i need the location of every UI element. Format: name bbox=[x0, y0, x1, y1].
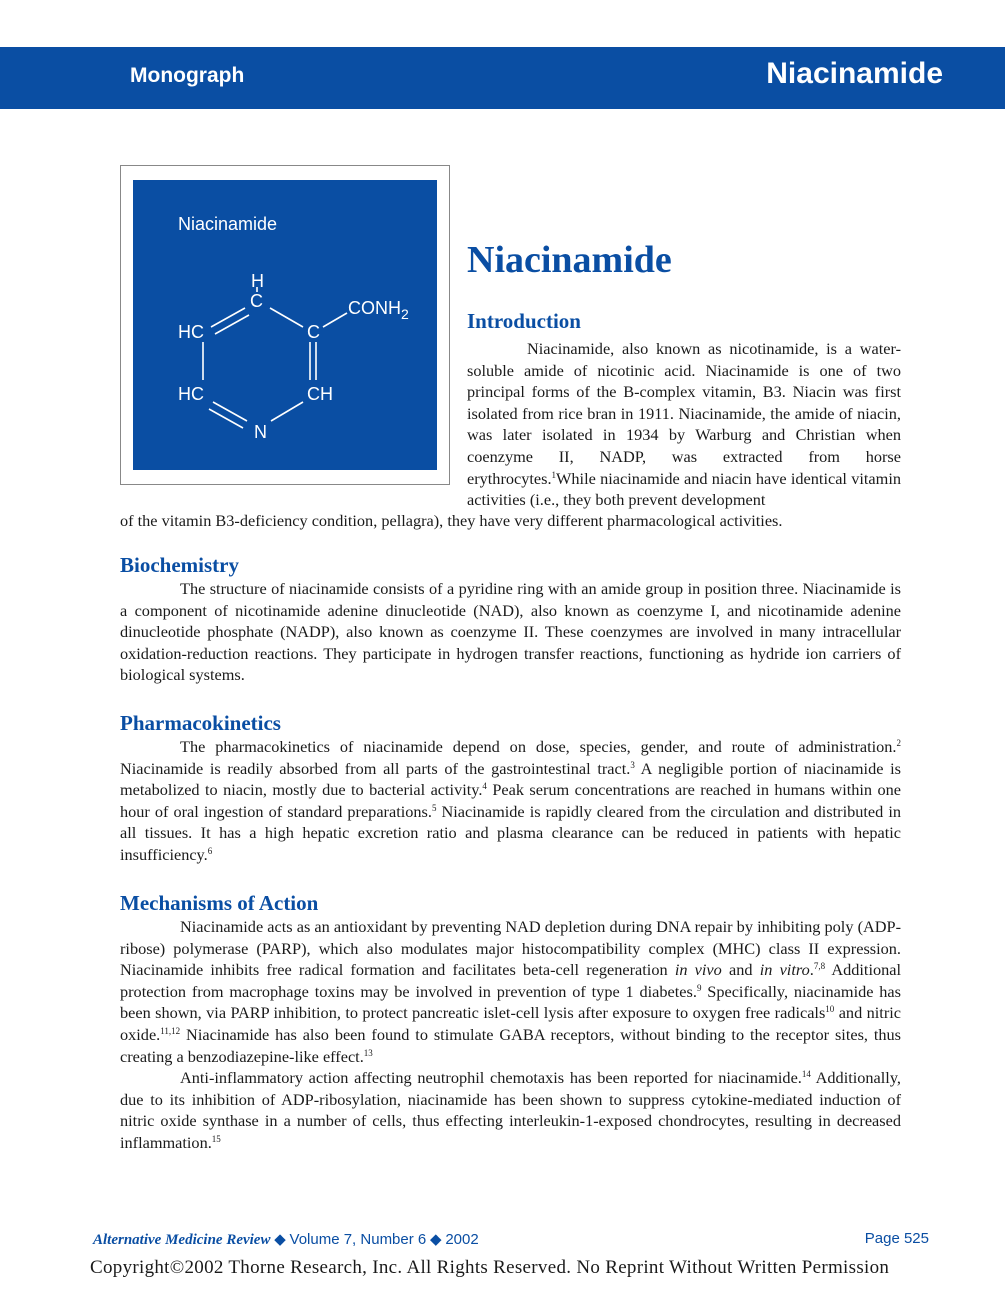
ref-9: 9 bbox=[696, 982, 702, 993]
section-label: Monograph bbox=[130, 64, 245, 87]
moa-text-1: Niacinamide acts as an antioxidant by preventing NAD depletion during DNA repair by inhibiting poly (ADP-ribose) polymerase (PARP), which also modulates major histocompatibility complex (MHC) class II expression. Niacinamide inhibits free radical formation and facilitates beta-cell regeneration bbox=[120, 917, 901, 980]
atom-ch-lower: CH bbox=[307, 384, 333, 404]
mechanisms-section bbox=[120, 890, 901, 1154]
moa-text-6: Anti-inflammatory action affecting neutrophil chemotaxis has been reported for niacinamide. bbox=[180, 1068, 802, 1088]
moa-text-4: and nitric oxide. bbox=[120, 1003, 901, 1044]
ref-14: 14 bbox=[801, 1069, 811, 1080]
ref-2: 2 bbox=[896, 738, 901, 748]
biochemistry-section bbox=[120, 552, 901, 686]
pharmacokinetics-heading: Pharmacokinetics bbox=[120, 711, 281, 735]
introduction-paragraph bbox=[467, 338, 901, 511]
atom-hc-upper: HC bbox=[178, 322, 204, 342]
page-footer bbox=[93, 1230, 929, 1250]
atom-conh2-subscript: 2 bbox=[401, 306, 409, 322]
pk-text-1: The pharmacokinetics of niacinamide depend on dose, species, gender, and route of administration. bbox=[180, 737, 897, 756]
header-banner bbox=[0, 47, 1005, 109]
atom-c-top: C bbox=[250, 291, 263, 311]
introduction-text-1: Niacinamide, also known as nicotinamide, is a water-soluble amide of nicotinic acid. Niacinamide is one of two principal forms of the B-complex vitamin, B3. Niacin was first isolated from rice bran in 1911. Niacinamide, the amide of niacin, was later isolated in 1934 by Warburg and Christian when coenzyme II, NADP, was extracted from horse erythrocytes. bbox=[467, 339, 901, 488]
moa-text-3: Specifically, niacinamide has been shown, via PARP inhibition, to protect pancreatic islet-cell lysis after exposure to oxygen free radicals bbox=[120, 981, 901, 1023]
pk-text-3: A negligible portion of niacinamide is metabolized to niacin, mostly due to bacterial activity. bbox=[120, 758, 901, 800]
pharmacokinetics-paragraph bbox=[120, 736, 901, 866]
mechanisms-paragraph-1 bbox=[120, 916, 901, 1067]
pharmacokinetics-section bbox=[120, 710, 901, 866]
pk-text-2: Niacinamide is readily absorbed from all parts of the gastrointestinal tract. bbox=[120, 758, 631, 778]
page-number: Page 525 bbox=[864, 1230, 929, 1247]
article-title: Niacinamide bbox=[467, 239, 672, 281]
moa-in-vitro: in vitro bbox=[759, 960, 810, 980]
publication-year: 2002 bbox=[445, 1231, 479, 1248]
volume-info: Volume 7, Number 6 bbox=[289, 1231, 427, 1248]
atom-conh2-base: CONH bbox=[348, 298, 401, 318]
atom-hc-lower: HC bbox=[178, 384, 204, 404]
biochemistry-heading: Biochemistry bbox=[120, 553, 239, 577]
ref-1: 1 bbox=[551, 469, 557, 480]
introduction-text-2: While niacinamide and niacin have identical vitamin activities (i.e., they both prevent development bbox=[467, 468, 901, 510]
moa-and: and bbox=[721, 960, 760, 980]
ref-11-12: 11,12 bbox=[160, 1025, 181, 1036]
atom-conh2 bbox=[348, 298, 409, 322]
copyright-notice: Copyright©2002 Thorne Research, Inc. All Rights Reserved. No Reprint Without Written Permission bbox=[90, 1257, 890, 1278]
moa-text-7: Additionally, due to its inhibition of ADP-ribosylation, niacinamide has been shown to suppress cytokine-mediated induction of nitric oxide synthase in a number of cells, thus effecting interleukin-1-exposed chondrocytes, resulting in decreased inflammation. bbox=[120, 1068, 901, 1152]
ref-4: 4 bbox=[482, 781, 487, 792]
atom-n: N bbox=[254, 422, 267, 442]
ref-10: 10 bbox=[825, 1004, 835, 1015]
diamond-separator-2: ◆ bbox=[430, 1231, 442, 1248]
biochemistry-paragraph: The structure of niacinamide consists of a pyridine ring with an amide group in position three. Niacinamide is a component of nicotinamide adenine dinucleotide (NAD), also known as coenzyme I, and nicotinamide adenine dinucleotide phosphate (NADP), also known as coenzyme II. These coenzymes are involved in many intracellular oxidation-reduction reactions. They participate in hydrogen transfer reactions, functioning as hydride ion carriers of biological systems. bbox=[120, 579, 901, 685]
pk-text-5: Niacinamide is rapidly cleared from the circulation and distributed in all tissues. It has a high hepatic excretion ratio and plasma clearance can be reduced in patients with hepatic insufficiency. bbox=[120, 801, 901, 864]
ref-15: 15 bbox=[211, 1133, 221, 1144]
ref-7-8: 7,8 bbox=[813, 961, 826, 972]
moa-dot: . bbox=[809, 960, 814, 980]
ref-13: 13 bbox=[363, 1047, 373, 1058]
ref-6: 6 bbox=[207, 845, 213, 856]
structure-figure bbox=[133, 180, 437, 470]
mechanisms-heading: Mechanisms of Action bbox=[120, 891, 319, 915]
journal-name: Alternative Medicine Review bbox=[93, 1232, 271, 1248]
introduction-tail: of the vitamin B3-deficiency condition, pellagra), they have very different pharmacological activities. bbox=[120, 511, 783, 530]
pyridine-structure-diagram bbox=[133, 180, 437, 470]
atom-c-right: C bbox=[307, 322, 320, 342]
moa-in-vivo: in vivo bbox=[674, 960, 722, 980]
ref-3: 3 bbox=[630, 759, 635, 770]
pk-text-4: Peak serum concentrations are reached in humans within one hour of oral ingestion of standard preparations. bbox=[120, 780, 902, 821]
atom-h-top: H bbox=[251, 271, 264, 291]
moa-text-5: Niacinamide has also been found to stimulate GABA receptors, without binding to the receptor sites, thus creating a benzodiazepine-like effect. bbox=[120, 1024, 901, 1066]
moa-text-2: Additional protection from macrophage toxins may be involved in prevention of type 1 diabetes. bbox=[120, 960, 902, 1001]
ref-5: 5 bbox=[431, 802, 437, 813]
mechanisms-paragraph-2 bbox=[120, 1067, 901, 1153]
header-title: Niacinamide bbox=[766, 57, 943, 90]
figure-title: Niacinamide bbox=[178, 214, 278, 234]
diamond-separator-1: ◆ bbox=[274, 1231, 286, 1248]
introduction-heading: Introduction bbox=[467, 309, 581, 333]
